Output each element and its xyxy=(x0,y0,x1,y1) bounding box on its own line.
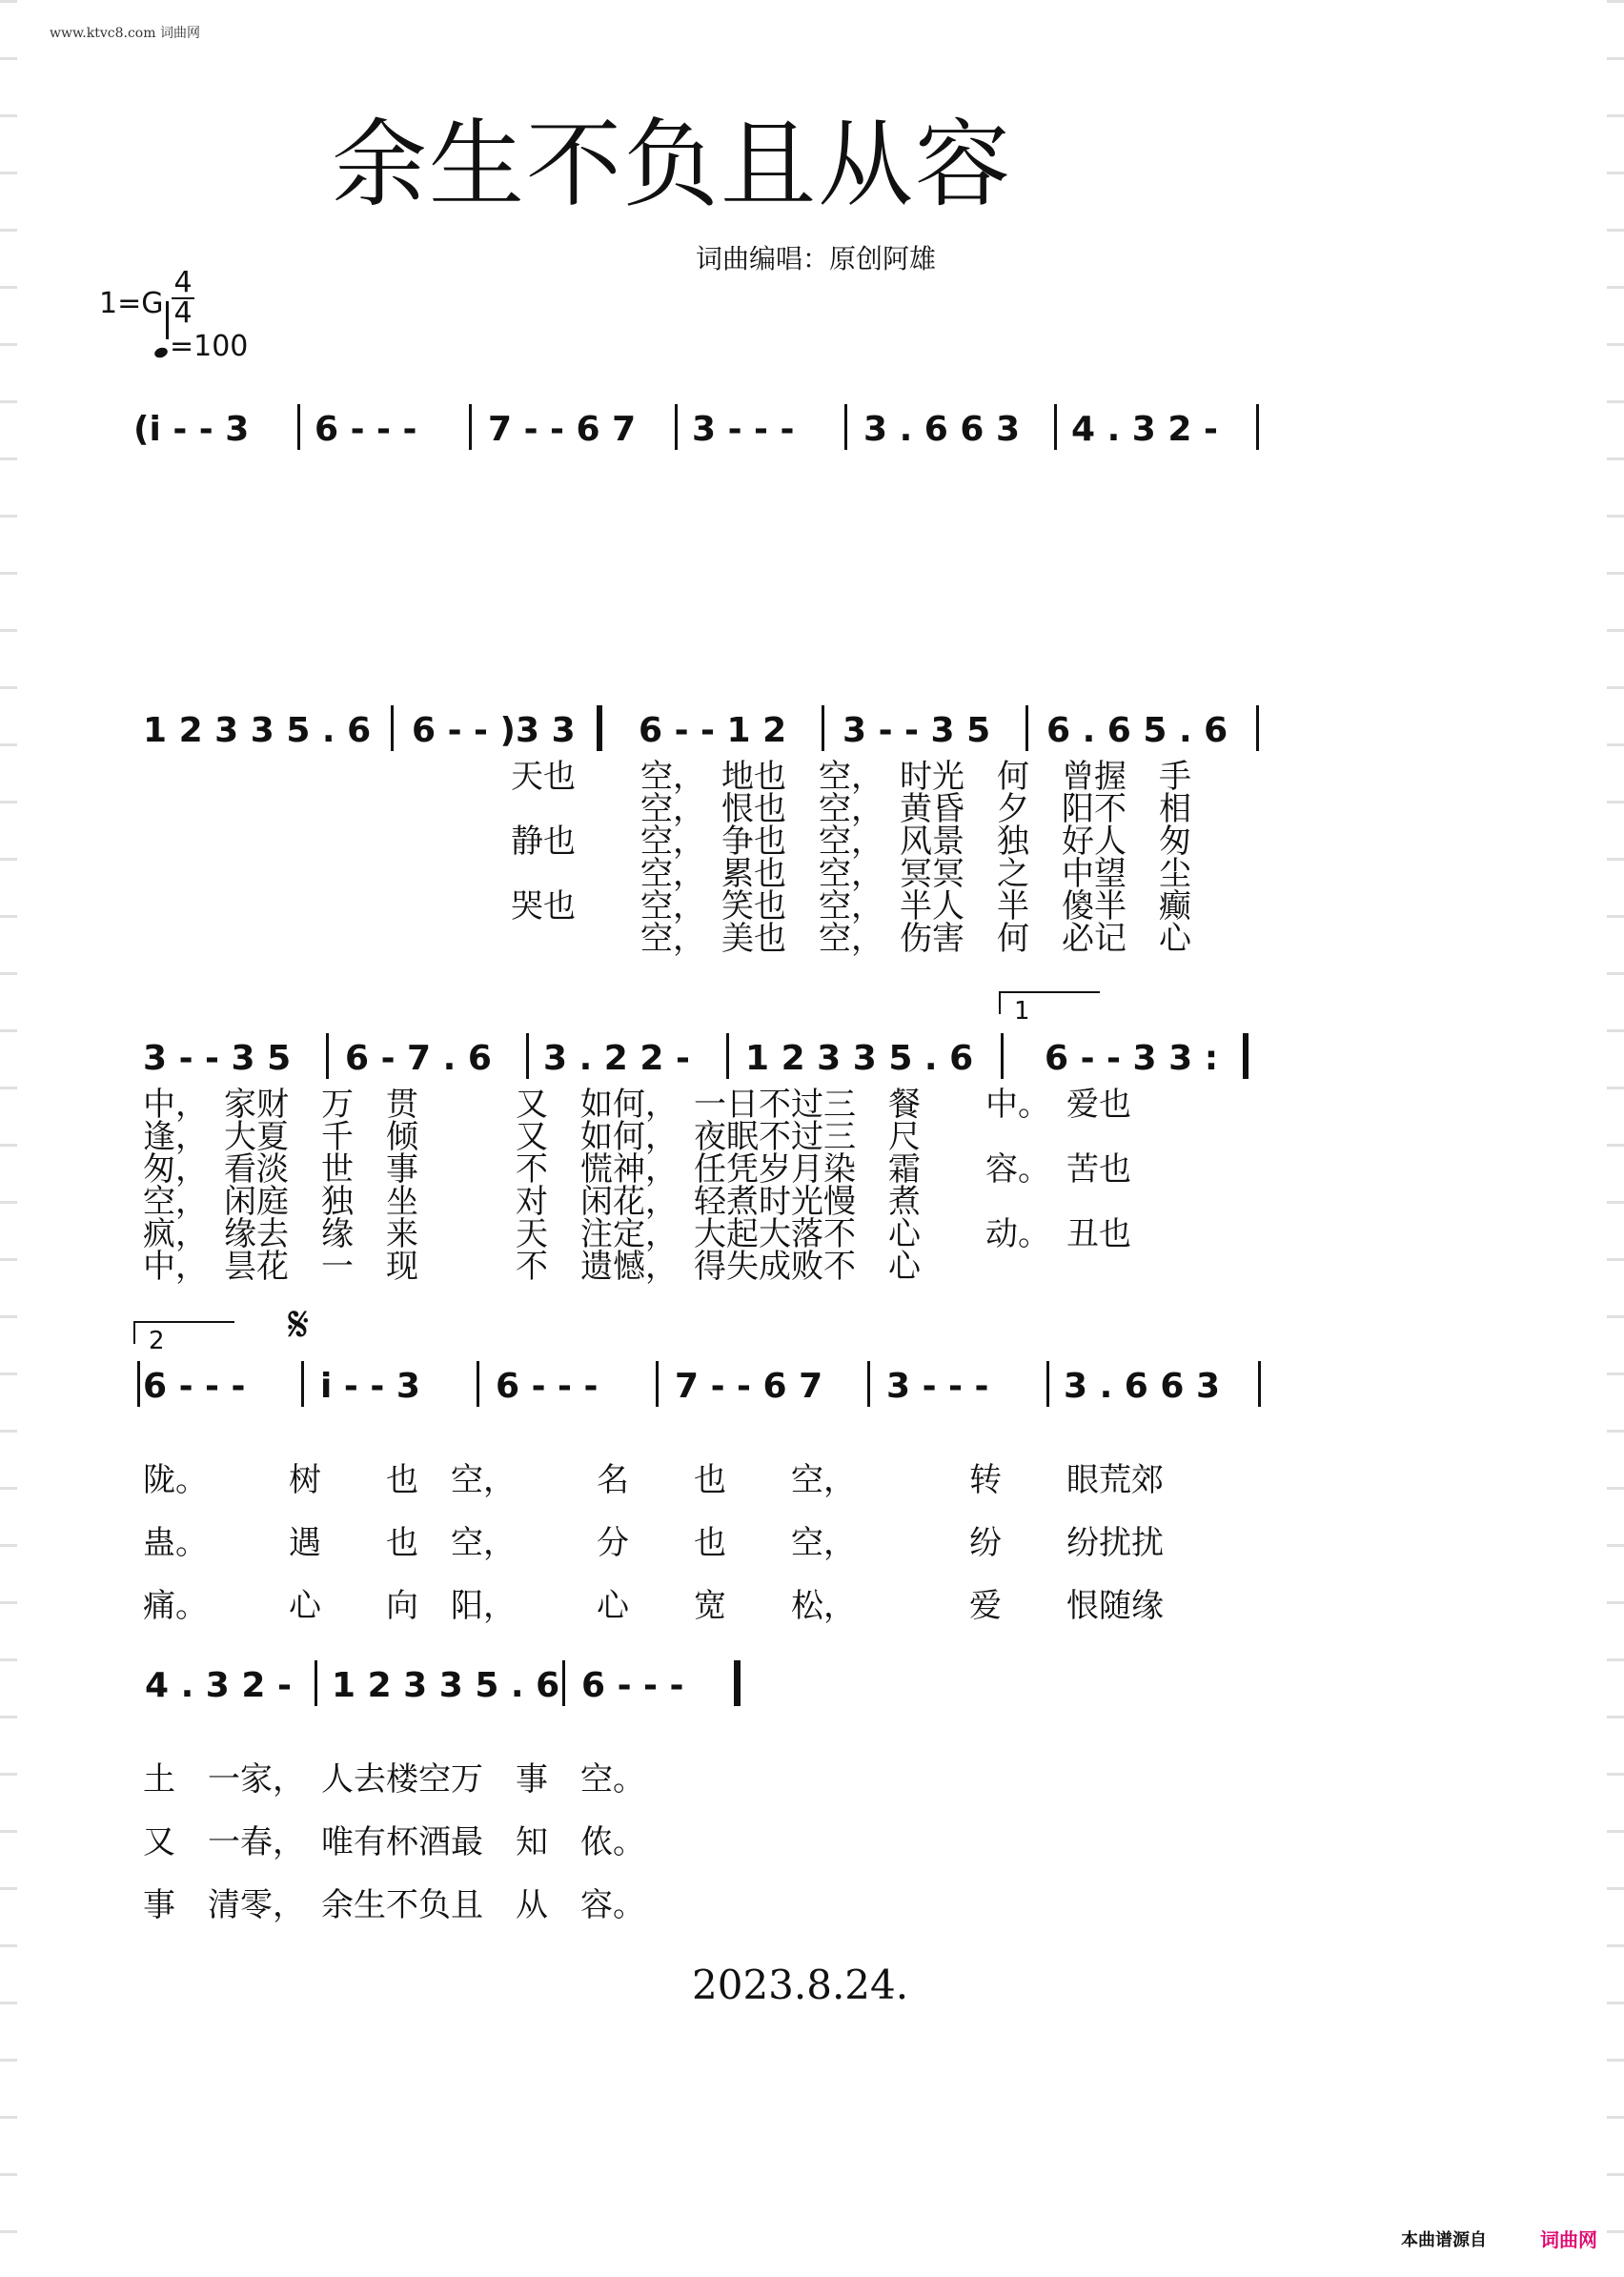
measure-6: 4 . 3 2 - xyxy=(1071,410,1218,449)
lyric-line: 蛊。 遇 也 空， 分 也 空， 纷 纷扰扰 xyxy=(143,1524,1164,1562)
measure-9: 6 - - 1 2 xyxy=(639,711,787,750)
lyric-line: 又 一春， 唯有杯酒最 知 侬。 xyxy=(143,1823,645,1861)
volta-1-label: 1 xyxy=(1014,997,1030,1026)
measure-25: 6 - - - xyxy=(581,1666,684,1705)
measure-15: 1 2 3 3 5 . 6 xyxy=(745,1039,974,1078)
barline xyxy=(137,1361,140,1407)
barline xyxy=(867,1361,870,1407)
measure-23: 4 . 3 2 - xyxy=(145,1666,292,1705)
barline xyxy=(477,1361,479,1407)
volta-1 xyxy=(999,991,1100,1026)
site-url[interactable]: www.ktvc8.com 词曲网 xyxy=(50,26,200,41)
footer-site-link[interactable]: 词曲网 xyxy=(1540,2228,1597,2251)
measure-24: 1 2 3 3 5 . 6 xyxy=(332,1666,560,1705)
measure-16: 6 - - 3 3 : xyxy=(1045,1039,1219,1078)
barline xyxy=(675,404,678,450)
measure-19: 6 - - - xyxy=(496,1367,599,1406)
lyric-line: 陇。 树 也 空， 名 也 空， 转 眼荒郊 xyxy=(143,1461,1164,1499)
segno-icon: 𝄋 xyxy=(288,1296,310,1353)
barline xyxy=(1001,1033,1004,1079)
barline xyxy=(326,1033,329,1079)
measure-20: 7 - - 6 7 xyxy=(675,1367,823,1406)
lyric-line: 中， 昙花 一 现 不 遗憾， 得失成败不 心 xyxy=(143,1248,921,1286)
tempo-value: =100 xyxy=(170,330,249,363)
quarter-note-icon xyxy=(153,346,170,359)
right-watermark-strip xyxy=(1607,0,1624,2277)
barline xyxy=(526,1033,529,1079)
measure-11: 6 . 6 5 . 6 xyxy=(1046,711,1228,750)
lyrics-block xyxy=(143,1748,645,1937)
measure-2: 6 - - - xyxy=(315,410,417,449)
volta-2-label: 2 xyxy=(149,1327,165,1355)
lyric-line: 空， 美也 空， 伤害 何 必记 心 xyxy=(511,920,1191,958)
barline xyxy=(1256,705,1259,751)
lyrics-block xyxy=(143,1449,1164,1637)
lyrics-block xyxy=(143,1086,1131,1286)
lyric-line: 痛。 心 向 阳， 心 宽 松， 爱 恨随缘 xyxy=(143,1587,1164,1625)
barline xyxy=(297,404,300,450)
measure-10: 3 - - 3 5 xyxy=(842,711,991,750)
measure-3: 7 - - 6 7 xyxy=(488,410,637,449)
barline xyxy=(1054,404,1057,450)
key-signature: 1=G xyxy=(99,287,164,320)
measure-18: i - - 3 xyxy=(320,1367,420,1406)
repeat-start-barline xyxy=(597,705,602,751)
lyric-line: 土 一家， 人去楼空万 事 空。 xyxy=(143,1760,645,1799)
barline xyxy=(822,705,824,751)
lyric-line: 空， 闲庭 独 坐 对 闲花， 轻煮时光慢 煮 xyxy=(143,1183,921,1221)
barline xyxy=(469,404,472,450)
final-barline xyxy=(734,1660,741,1706)
barline xyxy=(301,1361,304,1407)
barline xyxy=(1256,404,1259,450)
lyric-line: 中， 家财 万 贯 又 如何， 一日不过三 餐 中。 爱也 xyxy=(143,1086,1131,1124)
footer-source-label: 本曲谱源自 xyxy=(1401,2230,1487,2250)
composer-credit: 词曲编唱：原创阿雄 xyxy=(696,243,937,274)
measure-13: 6 - 7 . 6 xyxy=(345,1039,492,1078)
lyric-line: 疯， 缘去 缘 来 天 注定， 大起大落不 心 动。 丑也 xyxy=(143,1215,1131,1253)
measure-14: 3 . 2 2 - xyxy=(543,1039,690,1078)
barline xyxy=(1025,705,1028,751)
measure-5: 3 . 6 6 3 xyxy=(863,410,1021,449)
measure-22: 3 . 6 6 3 xyxy=(1064,1367,1221,1406)
lyrics-block xyxy=(511,758,1191,958)
barline xyxy=(844,404,847,450)
page-title: 余生不负且从容 xyxy=(332,109,1012,220)
measure-17: 6 - - - xyxy=(143,1367,246,1406)
measure-1: (i - - 3 xyxy=(133,410,250,449)
barline xyxy=(1046,1361,1049,1407)
volta-2 xyxy=(133,1321,234,1355)
measure-8: 6 - - )3 3 xyxy=(412,711,576,750)
measure-4: 3 - - - xyxy=(692,410,795,449)
tempo-marking xyxy=(154,330,248,363)
barline xyxy=(656,1361,659,1407)
repeat-end-barline xyxy=(1243,1033,1248,1079)
lyric-line: 静也 空， 争也 空， 风景 独 好人 匆 xyxy=(511,823,1191,861)
lyric-line: 空， 恨也 空， 黄昏 夕 阳不 相 xyxy=(511,790,1191,828)
time-signature-bottom: 4 xyxy=(172,297,194,328)
time-signature xyxy=(172,266,194,330)
measure-7: 1 2 3 3 5 . 6 xyxy=(143,711,372,750)
date-stamp: 2023.8.24. xyxy=(692,1962,909,2008)
time-signature-top: 4 xyxy=(173,266,193,299)
lyric-line: 事 清零， 余生不负且 从 容。 xyxy=(143,1886,645,1924)
lyric-line: 哭也 空， 笑也 空， 半人 半 傻半 癫 xyxy=(511,887,1191,925)
barline xyxy=(315,1660,317,1706)
measure-12: 3 - - 3 5 xyxy=(143,1039,292,1078)
barline xyxy=(726,1033,729,1079)
lyric-line: 逢， 大夏 千 倾 又 如何， 夜眠不过三 尺 xyxy=(143,1118,921,1156)
lyric-line: 空， 累也 空， 冥冥 之 中望 尘 xyxy=(511,855,1191,893)
left-watermark-strip xyxy=(0,0,17,2277)
lyric-line: 天也 空， 地也 空， 时光 何 曾握 手 xyxy=(511,758,1191,796)
barline xyxy=(1258,1361,1261,1407)
measure-21: 3 - - - xyxy=(886,1367,989,1406)
barline xyxy=(391,705,394,751)
barline xyxy=(562,1660,565,1706)
lyric-line: 匆， 看淡 世 事 不 慌神， 任凭岁月染 霜 容。 苦也 xyxy=(143,1150,1131,1189)
